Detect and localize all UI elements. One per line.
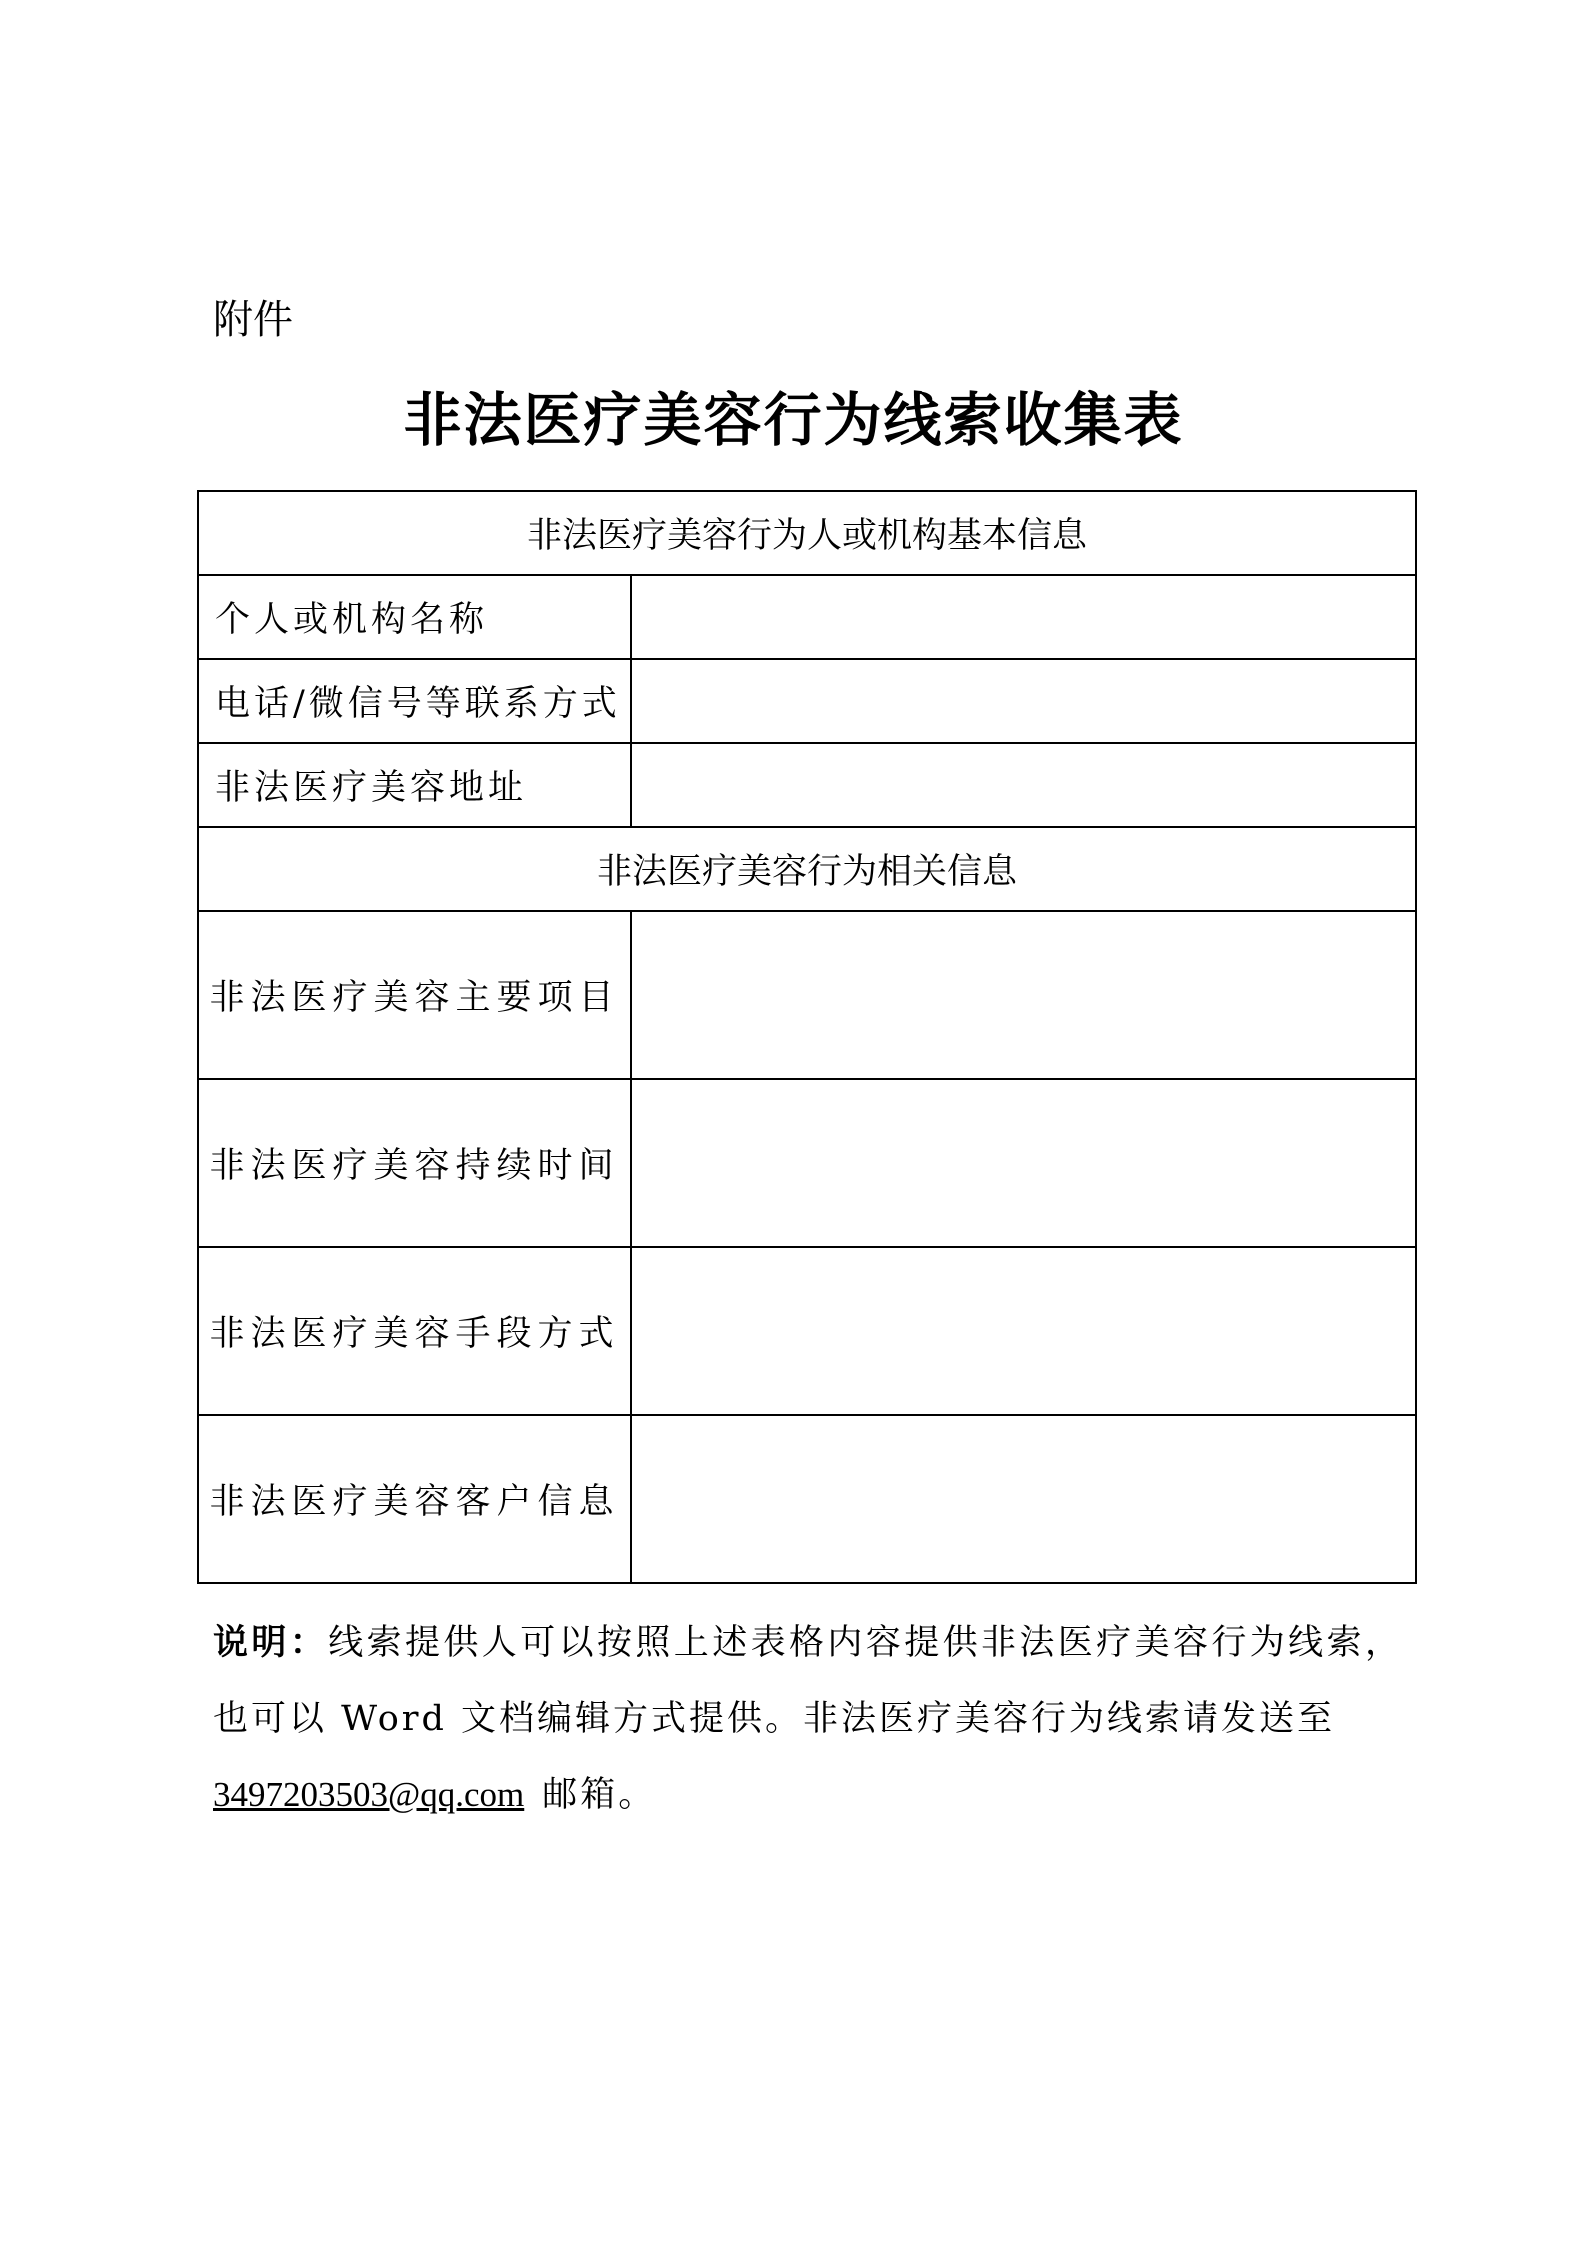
field-value-methods[interactable] (631, 1247, 1416, 1415)
field-label-duration: 非法医疗美容持续时间 (198, 1079, 631, 1247)
field-label-contact: 电话/微信号等联系方式 (198, 659, 631, 743)
page-title: 非法医疗美容行为线索收集表 (403, 386, 1184, 454)
field-label-address: 非法医疗美容地址 (198, 743, 631, 827)
note-text: 线索提供人可以按照上述表格内容提供非法医疗美容行为线索，也可以 Word 文档编辑方式提供。非法医疗美容行为线索请发送至 (213, 1623, 1403, 1739)
field-label-customer-info: 非法医疗美容客户信息 (198, 1415, 631, 1583)
table-row (198, 1079, 1416, 1247)
email-link[interactable]: 3497203503@qq.com (213, 1775, 525, 1814)
table-row (198, 743, 1416, 827)
section-heading-related-info: 非法医疗美容行为相关信息 (198, 827, 1416, 911)
field-label-name: 个人或机构名称 (198, 575, 631, 659)
section-heading-row (198, 491, 1416, 575)
table-row (198, 659, 1416, 743)
field-value-address[interactable] (631, 743, 1416, 827)
field-label-main-items: 非法医疗美容主要项目 (198, 911, 631, 1079)
field-value-main-items[interactable] (631, 911, 1416, 1079)
note-label: 说明： (213, 1623, 329, 1663)
table-row (198, 1247, 1416, 1415)
table-row (198, 911, 1416, 1079)
note-paragraph (213, 1605, 1403, 1833)
table-row (198, 1415, 1416, 1583)
field-value-customer-info[interactable] (631, 1415, 1416, 1583)
field-label-methods: 非法医疗美容手段方式 (198, 1247, 631, 1415)
table-row (198, 575, 1416, 659)
clue-collection-form (197, 490, 1417, 1584)
field-value-duration[interactable] (631, 1079, 1416, 1247)
section-heading-basic-info: 非法医疗美容行为人或机构基本信息 (198, 491, 1416, 575)
attachment-label: 附件 (213, 297, 293, 343)
field-value-name[interactable] (631, 575, 1416, 659)
note-suffix: 邮箱。 (542, 1775, 657, 1815)
field-value-contact[interactable] (631, 659, 1416, 743)
section-heading-row (198, 827, 1416, 911)
